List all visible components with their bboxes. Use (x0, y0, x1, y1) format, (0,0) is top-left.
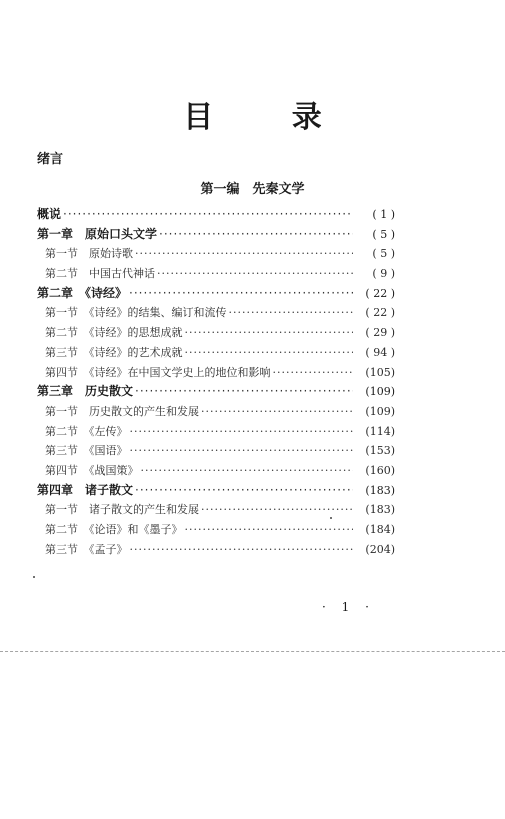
dot-leader (129, 284, 353, 304)
toc-entry-label: 第四节 《战国策》 (45, 463, 139, 477)
toc-chapter-row (37, 225, 395, 245)
toc-entry-label: 第三节 《国语》 (45, 444, 128, 458)
toc-entry-label: 第三章 历史散文 (37, 384, 134, 399)
toc-entry-page: (184) (365, 523, 395, 536)
toc-section-row (37, 323, 395, 343)
dot-leader (135, 244, 353, 264)
toc-entry-label: 第四章 诸子散文 (37, 482, 134, 497)
dot-leader (63, 205, 353, 225)
toc-entry-label: 第二节 《诗经》的思想成就 (45, 326, 183, 340)
toc-entry-label: 第三节 《孟子》 (45, 542, 128, 556)
toc-section-row (37, 422, 395, 442)
dot-leader (130, 441, 354, 461)
toc-entry-page: (183) (365, 503, 395, 517)
dot-leader (273, 363, 354, 383)
print-speck (330, 517, 332, 519)
dot-leader (185, 323, 354, 343)
print-speck (33, 576, 35, 578)
page-edge-rule (0, 651, 505, 652)
toc-entry-label: 第一节 原始诗歌 (45, 247, 133, 261)
toc-section-row (37, 540, 395, 560)
dot-leader (185, 343, 354, 363)
page-number: · 1 · (322, 600, 375, 614)
dot-leader (130, 540, 354, 560)
toc-entry-label: 第二节 《左传》 (45, 424, 128, 438)
toc-section-row (37, 343, 395, 363)
dot-leader (130, 422, 354, 442)
toc-entry-page: (153) (365, 444, 395, 458)
toc-entry-label: 第二节 《论语》和《墨子》 (45, 523, 183, 536)
toc-entry-label: 概说 (37, 207, 62, 221)
toc-entry-label: 第一节 《诗经》的结集、编订和流传 (45, 306, 227, 320)
preface-heading: 绪言 (37, 152, 64, 167)
toc-chapter-row (37, 284, 395, 304)
dot-leader (141, 461, 354, 481)
toc-section-row (37, 402, 395, 422)
dot-leader (159, 225, 353, 245)
toc-entry-page: ( 1 ) (372, 208, 395, 221)
toc-entry-label: 第一节 诸子散文的产生和发展 (45, 503, 199, 517)
toc-section-row (37, 244, 395, 264)
toc-entry-page: ( 5 ) (372, 227, 395, 241)
toc-section-row (37, 520, 395, 540)
toc-section-row (37, 264, 395, 284)
dot-leader (135, 382, 353, 402)
toc-entry-page: (160) (365, 463, 395, 477)
toc-entry-label: 第二章 《诗经》 (37, 285, 128, 300)
dot-leader (135, 481, 353, 501)
toc-section-row (37, 441, 395, 461)
dot-leader (201, 402, 353, 422)
dot-leader (185, 520, 354, 540)
toc-entry-page: (109) (365, 385, 395, 399)
toc-section-row (37, 363, 395, 383)
toc-entry-label: 第四节 《诗经》在中国文学史上的地位和影响 (45, 365, 271, 379)
part-heading: 第一编 先秦文学 (200, 182, 305, 197)
toc-entry-page: ( 5 ) (372, 247, 395, 261)
toc-entry-label: 第二节 中国古代神话 (45, 267, 155, 281)
toc-chapter-row (37, 382, 395, 402)
toc-entry-label: 第一节 历史散文的产生和发展 (45, 404, 199, 418)
page-title: 目 录 (183, 100, 356, 135)
table-of-contents (37, 205, 395, 559)
toc-chapter-row (37, 481, 395, 501)
toc-entry-page: (105) (365, 365, 395, 379)
dot-leader (157, 264, 353, 284)
toc-entry-page: (183) (365, 483, 395, 497)
toc-entry-page: ( 9 ) (372, 267, 395, 281)
toc-entry-page: ( 22 ) (365, 306, 395, 320)
toc-entry-page: (114) (365, 424, 395, 438)
dot-leader (229, 303, 354, 323)
toc-entry-page: ( 22 ) (365, 286, 395, 300)
toc-entry-page: ( 29 ) (365, 326, 395, 340)
toc-section-row (37, 461, 395, 481)
toc-section-row (37, 500, 395, 520)
toc-entry-label: 第一章 原始口头文学 (37, 226, 158, 241)
toc-entry-label: 第三节 《诗经》的艺术成就 (45, 345, 183, 359)
toc-section-row (37, 303, 395, 323)
toc-chapter-row (37, 205, 395, 225)
toc-entry-page: (109) (365, 404, 395, 418)
toc-entry-page: ( 94 ) (365, 345, 395, 359)
toc-entry-page: (204) (365, 542, 395, 556)
